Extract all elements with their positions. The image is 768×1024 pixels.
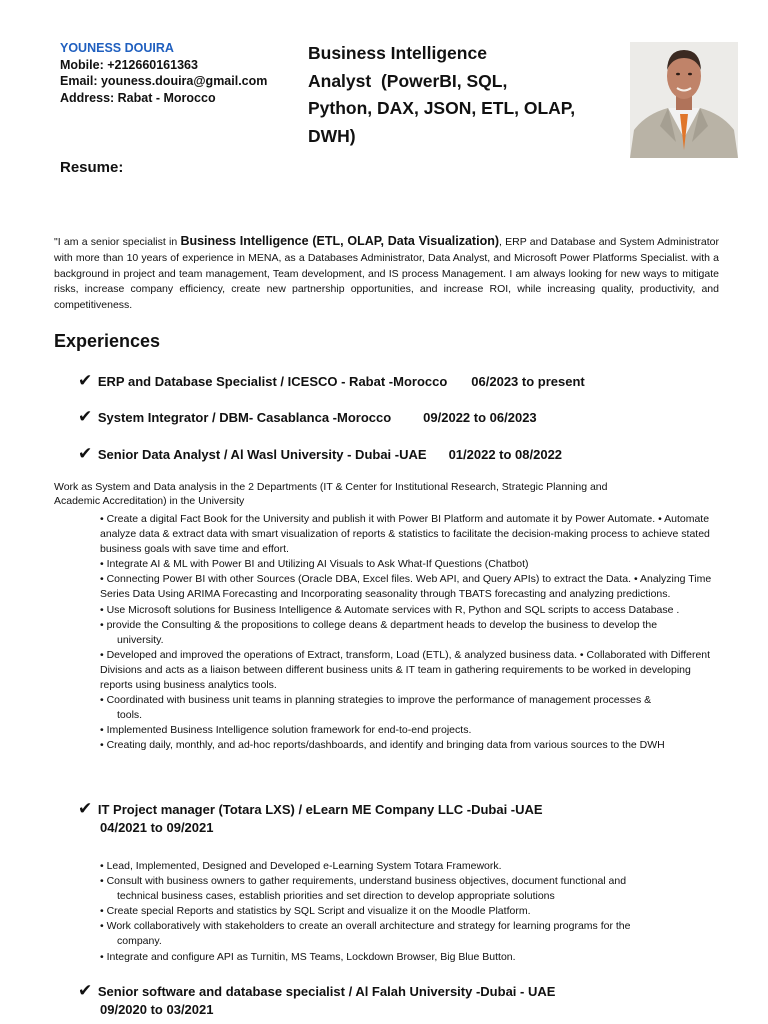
job-title: Senior Data Analyst / Al Wasl University - Dubai -UAE (97, 447, 427, 462)
list-item: • Create special Reports and statistics by SQL Script and visualize it on the Moodle Platform. (100, 905, 531, 918)
job-date: 04/2021 to 09/2021 (100, 820, 214, 835)
checkmark-icon: ✔ (78, 371, 93, 390)
job-entry-alwasl (78, 444, 562, 464)
list-item: • Connecting Power BI with other Sources (Oracle DBA, Excel files. Web API, and Query APIs) to extract the Data. • Analyzing Time Series Data Using ARIMA Forecasting and Incorporating seasonality through TBATS forecasting and analyzing predictions. (100, 573, 712, 601)
email-line: Email: youness.douira@gmail.com (60, 74, 268, 88)
job-date: 06/2023 to present (471, 374, 585, 389)
job-entry-alfalah (78, 982, 555, 1019)
job-title: Senior software and database specialist / Al Falah University -Dubai - UAE (97, 984, 556, 999)
list-item: technical business cases, establish priorities and set direction to develop appropriate solutions (117, 890, 555, 903)
job-date: 09/2020 to 03/2021 (100, 1002, 214, 1017)
checkmark-icon: ✔ (78, 444, 93, 463)
list-item: • Use Microsoft solutions for Business Intelligence & Automate services with R, Python and SQL scripts to access Database . (100, 603, 680, 616)
job-title: IT Project manager (Totara LXS) / eLearn ME Company LLC -Dubai -UAE (97, 802, 543, 817)
list-item: • Coordinated with business unit teams in planning strategies to improve the performance of management processes & (100, 694, 652, 707)
summary-intro: "I am a senior specialist in (54, 236, 181, 248)
alwasl-description: Work as System and Data analysis in the 2 Departments (IT & Center for Institutional Research, Strategic Planning and Academic Accreditation) in the University (54, 481, 608, 507)
alwasl-bullet-list (100, 512, 718, 754)
list-item: • Developed and improved the operations of Extract, transform, Load (ETL), & analyzed business data. • Collaborated with Different Divisions and acts as a liaison between different business units & IT team in gathering requirements to be worked in developing reports using business analytics tools. (100, 648, 711, 692)
job-entry-icesco (78, 371, 585, 391)
list-item: • Integrate AI & ML with Power BI and Utilizing AI Visuals to Ask What-If Questions (Chatbot) (100, 558, 529, 571)
job-date: 09/2022 to 06/2023 (423, 410, 537, 425)
headline-line-1: Business Intelligence (308, 43, 487, 63)
checkmark-icon: ✔ (78, 981, 93, 1000)
candidate-name: YOUNESS DOUIRA (60, 41, 174, 55)
list-item: • Lead, Implemented, Designed and Developed e-Learning System Totara Framework. (100, 860, 502, 872)
experiences-heading: Experiences (54, 331, 161, 351)
list-item: company. (117, 935, 162, 948)
list-item: • Implemented Business Intelligence solution framework for end-to-end projects. (100, 724, 472, 737)
job-headline (308, 40, 598, 150)
summary-paragraph (54, 234, 719, 314)
list-item: tools. (117, 709, 143, 722)
headline-line-2: Analyst (PowerBI, SQL, (308, 70, 508, 91)
list-item: • Create a digital Fact Book for the University and publish it with Power BI Platform and automate it by Power Automate. • Automate analyze data & extract data with smart visualization of reports & statistics to facilitate the decision-making process to achieve stated business goals with save time and effort. (100, 513, 710, 556)
elearn-bullet-list (100, 859, 718, 965)
address-line: Address: Rabat - Morocco (60, 90, 216, 105)
job-entry-dbm (78, 407, 537, 427)
job-title: ERP and Database Specialist / ICESCO - Rabat -Morocco (97, 374, 448, 389)
checkmark-icon: ✔ (78, 799, 93, 818)
job-date: 01/2022 to 08/2022 (448, 447, 563, 462)
checkmark-icon: ✔ (78, 407, 93, 426)
summary-body: , ERP and Database and System Administrator with more than 10 years of experience in MENA, as a Databases Administrator, Data Analyst, and Microsoft Power Platforms Specialist. with a background in project and team management, Team development, and IS process Management. I am always looking for new ways to mitigate risks, increase company efficiency, create new partnership opportunities, and increase ROI, while increasing quality, productivity, and competitiveness. (54, 236, 719, 312)
mobile-line: Mobile: +212660161363 (60, 57, 198, 72)
list-item: • Work collaboratively with stakeholders to create an overall architecture and strategy for learning programs for the (100, 920, 631, 933)
contact-block (60, 40, 267, 106)
list-item: • Integrate and configure API as Turnitin, MS Teams, Lockdown Browser, Big Blue Button. (100, 950, 516, 963)
headline-line-4: DWH) (308, 125, 356, 146)
list-item: university. (117, 633, 164, 646)
list-item: • Consult with business owners to gather requirements, understand business objectives, document functional and (100, 875, 627, 888)
job-title: System Integrator / DBM- Casablanca -Morocco (97, 410, 392, 425)
profile-photo (630, 42, 738, 158)
summary-highlight: Business Intelligence (ETL, OLAP, Data Visualization) (180, 234, 499, 248)
list-item: • provide the Consulting & the propositions to college deans & department heads to develop the business to develop the (100, 618, 658, 631)
list-item: • Creating daily, monthly, and ad-hoc reports/dashboards, and identify and bringing data from various sources to the DWH (100, 739, 665, 752)
headline-line-3: Python, DAX, JSON, ETL, OLAP, (308, 98, 576, 118)
resume-label: Resume: (60, 159, 124, 176)
job-entry-elearn (78, 800, 543, 837)
